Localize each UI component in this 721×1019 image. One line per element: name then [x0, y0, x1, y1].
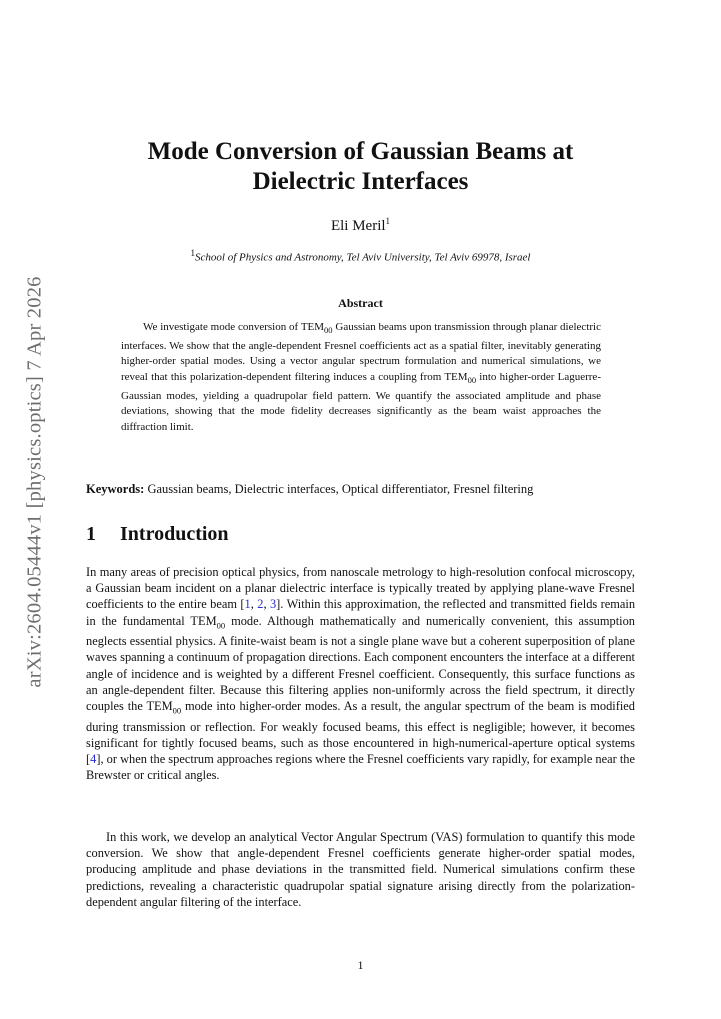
intro-text-b: ]. Within this approximation, the reflected and transmitted fields remain in the fundamental TEM: [86, 597, 636, 628]
section-title: Introduction: [120, 523, 229, 545]
abstract-text-2: Gaussian beams upon transmission through planar dielectric interfaces. We show that the angle-dependent Fresnel coefficients act as a spatial filter, inevitably generating higher-order spatial modes. Using a vector angular spectrum formulation and numerical simulations, we reveal that this polarization-dependent filtering induces a coupling from TEM: [121, 321, 601, 383]
tem-subscript: 00: [172, 705, 182, 716]
intro-text-c: mode. Although mathematically and numerically convenient, this assumption neglects essential physics. A finite-waist beam is not a single plane wave but a coherent superposition of plane waves spanning a continuum of propagation directions. Each component encounters the interface at a different angle of incidence and is weighted by a different Fresnel coefficient. Consequently, this surface functions as an angle-dependent filter. Because this filtering applies non-uniformly across the field spectrum, it directly couples the TEM: [86, 613, 635, 714]
paper-title: [86, 137, 635, 197]
affiliation-mark: 1: [190, 248, 195, 258]
abstract-text-1: We investigate mode conversion of TEM: [143, 321, 325, 333]
keywords-text: Gaussian beams, Dielectric interfaces, Optical differentiator, Fresnel filtering: [144, 482, 534, 496]
affiliation: [86, 248, 635, 264]
tem-subscript: 00: [467, 375, 477, 386]
title-line-1: Mode Conversion of Gaussian Beams at: [147, 138, 574, 165]
citation-link[interactable]: 2: [257, 597, 264, 612]
intro-text-e: ], or when the spectrum approaches regions where the Fresnel coefficients vary rapidly, for example near the Brewster or critical angles.: [86, 752, 635, 783]
abstract-text-3: into higher-order Laguerre-Gaussian modes, yielding a quadrupolar field pattern. We quantify the associated amplitude and phase deviations, showing that the mode fidelity decreases significantly as the beam waist approaches the diffraction limit.: [121, 370, 601, 433]
author: [86, 216, 635, 235]
keywords-label: Keywords:: [86, 482, 145, 496]
abstract-body: [121, 320, 601, 436]
intro-paragraph-2: In this work, we develop an analytical Vector Angular Spectrum (VAS) formulation to quantify this mode conversion. We show that angle-dependent Fresnel coefficients generate higher-order spatial modes, producing amplitude and phase deviations in the transmitted field. Numerical simulations confirm these predictions, revealing a characteristic quadrupolar spatial signature arising directly from the polarization-dependent angular filtering of the interface.: [86, 830, 635, 909]
section-number: 1: [86, 523, 96, 545]
affiliation-text: School of Physics and Astronomy, Tel Aviv University, Tel Aviv 69978, Israel: [195, 251, 531, 264]
tem-subscript: 00: [216, 620, 226, 631]
section-heading: [86, 523, 229, 546]
citation-link[interactable]: 3: [269, 597, 277, 612]
intro-text-d: mode into higher-order modes. As a result, the angular spectrum of the beam is modified during transmission or reflection. For weakly focused beams, this effect is negligible; however, it becomes significant for tightly focused beams, such as those encountered in high-numerical-aperture optical systems [: [86, 699, 635, 767]
author-mark: 1: [385, 216, 391, 226]
arxiv-stamp: [22, 264, 48, 700]
title-line-2: Dielectric Interfaces: [252, 168, 469, 195]
author-name: Eli Meril: [330, 218, 386, 234]
abstract-heading: Abstract: [338, 296, 383, 310]
intro-text-a: In many areas of precision optical physics, from nanoscale metrology to high-resolution confocal microscopy, a Gaussian beam incident on a planar dielectric interface is typically treated by applying plane-wave Fresnel coefficients to the entire beam [: [86, 565, 635, 612]
keywords: [86, 482, 635, 497]
page-number: 1: [357, 958, 364, 972]
arxiv-stamp-text: arXiv:2604.05444v1 [physics.optics] 7 Apr 2026: [23, 276, 46, 688]
citation-link[interactable]: 1: [244, 597, 251, 612]
tem-subscript: 00: [324, 325, 333, 336]
citation-link[interactable]: 4: [90, 752, 97, 767]
intro-paragraph-1: In many areas of precision optical physics, from nanoscale metrology to high-resolution confocal microscopy, a Gaussian beam incident on a planar dielectric interface is typically treated by applying plane-wave Fresnel coefficients to the entire beam [1, 2, 3]. Within this approximation, the reflected and transmitted fields remain in the fundamental $TEM_{00}$ mode. Although mathematically and numerically convenient, this assumption neglects essential physics. A finite-waist beam is not a single plane wave but a coherent superposition of plane waves spanning a continuum of propagation directions. Each component encounters the interface at a different angle of incidence and is weighted by a different Fresnel coefficient. Consequently, this surface functions as an angle-dependent filter. Because this filtering applies non-uniformly across the field spectrum, it directly couples the $TEM_{00}$ mode into higher-order modes. As a result, the angular spectrum of the beam is modified during transmission or reflection. For weakly focused beams, this effect is negligible; however, it becomes significant for tightly focused beams, such as those encountered in high-numerical-aperture optical systems [4], or when the spectrum approaches regions where the Fresnel coefficients vary rapidly, for example near the Brewster or critical angles.: [86, 565, 636, 783]
